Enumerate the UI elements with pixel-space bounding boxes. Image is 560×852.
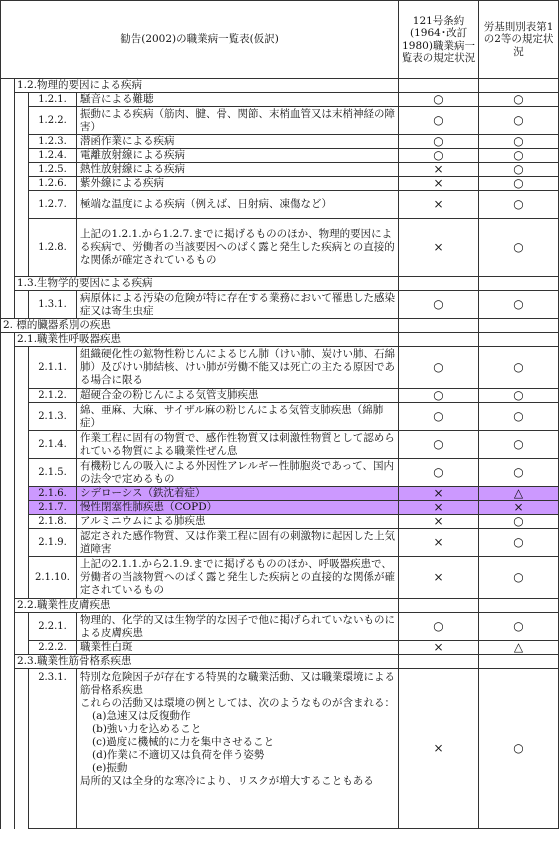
table-row [1,487,559,501]
subsection-row [1,599,559,613]
item-number: 2.1.1. [29,347,77,389]
item-number: 2.1.10. [29,557,77,599]
description-text: 特別な危険因子が存在する特異的な職業活動、又は職業環境による筋骨格系疾患 [80,671,395,696]
description-text: 熱性放射線による疾病 [80,163,185,175]
table-row [1,135,559,149]
labor-ordinance-status: ○ [479,347,559,389]
convention-121-status: ○ [399,93,479,107]
description-text: 物理的、化学的又は生物学的な因子で他に掲げられていないものによる皮膚疾患 [80,613,395,639]
description-text: 慢性閉塞性肺疾患（COPD） [80,501,218,513]
indent-cell [1,177,15,191]
description-text: 病原体による汚染の危険が特に存在する業務において罹患した感染症又は寄生虫症 [80,291,395,317]
indent-cell [1,107,15,135]
indent-cell [15,459,29,487]
item-description [77,431,399,459]
indent-cell [1,93,15,107]
description-text: 紫外線による疾病 [80,177,164,189]
labor-ordinance-status: ○ [479,431,559,459]
table-row [1,459,559,487]
convention-121-status: ○ [399,613,479,641]
labor-ordinance-status: ○ [479,459,559,487]
convention-121-status: × [399,515,479,529]
item-number: 1.2.8. [29,219,77,277]
item-description [77,177,399,191]
labor-ordinance-status: ○ [479,403,559,431]
indent-cell [1,557,15,599]
item-number: 2.1.2. [29,389,77,403]
table-row [1,149,559,163]
table-row [1,403,559,431]
item-description [77,93,399,107]
indent-cell [15,291,29,319]
item-number: 1.2.6. [29,177,77,191]
indent-cell [1,149,15,163]
empty-cell [399,655,479,669]
table-row [1,431,559,459]
labor-ordinance-status: ○ [479,93,559,107]
subsection-title: 2.2.職業性皮膚疾患 [15,599,399,613]
item-number: 2.2.2. [29,641,77,655]
indent-cell [1,191,15,219]
indent-cell [15,487,29,501]
table-row [1,107,559,135]
empty-cell [399,319,479,333]
indent-cell [15,177,29,191]
indent-cell [15,163,29,177]
indent-cell [15,389,29,403]
description-text: 認定された感作物質、又は作業工程に固有の刺激物に起因した上気道障害 [80,529,395,555]
item-number: 2.1.3. [29,403,77,431]
convention-121-status: ○ [399,107,479,135]
subsection-row [1,277,559,291]
subsection-row [1,79,559,93]
indent-cell [1,347,15,389]
item-number: 1.2.7. [29,191,77,219]
description-text: 有機粉じんの吸入による外因性アレルギー性肺胞炎であって、国内の法令で定めるもの [80,459,395,485]
item-number: 1.2.2. [29,107,77,135]
indent-cell [1,641,15,655]
section-row [1,319,559,333]
item-description [77,557,399,599]
empty-cell [399,277,479,291]
item-description [77,347,399,389]
item-number: 2.1.9. [29,529,77,557]
labor-ordinance-status: ○ [479,219,559,277]
convention-121-status: × [399,487,479,501]
description-line: これらの活動又は環境の例としては、次のようなものが含まれる： [80,697,395,709]
labor-ordinance-status: ○ [479,557,559,599]
indent-cell [15,557,29,599]
indent-cell [1,219,15,277]
description-line: (b)強い力を込めること [92,723,202,735]
empty-cell [399,79,479,93]
indent-cell [15,191,29,219]
convention-121-status: × [399,501,479,515]
item-number: 1.2.4. [29,149,77,163]
description-text: 極端な温度による疾病（例えば、日射病、凍傷など） [80,198,332,210]
indent-cell [1,669,15,829]
convention-121-status: ○ [399,389,479,403]
subsection-row [1,655,559,669]
indent-cell [15,641,29,655]
subsection-title: 1.2.物理的要因による疾病 [15,79,399,93]
indent-cell [1,403,15,431]
subsection-title: 2.3.職業性筋骨格系疾患 [15,655,399,669]
labor-ordinance-status: ○ [479,107,559,135]
table-row [1,669,559,829]
labor-ordinance-status: ○ [479,613,559,641]
labor-ordinance-status: ○ [479,669,559,829]
labor-ordinance-status: × [479,501,559,515]
table-row [1,191,559,219]
indent-cell [15,93,29,107]
indent-cell [1,135,15,149]
indent-cell [1,613,15,641]
labor-ordinance-status: △ [479,487,559,501]
indent-cell [15,219,29,277]
table-row [1,347,559,389]
header-convention-121: 121号条約(1964･改訂1980)職業病一覧表の規定状況 [399,1,479,79]
indent-cell [15,613,29,641]
item-description [77,613,399,641]
description-text: 騒音による難聴 [80,93,154,105]
description-text: 上記の2.1.1.から2.1.9.までに掲げるもののほか、呼吸器疾患で、労働者の当該物質へのばく露と発生した疾病との直接的な関係が確定されているもの [80,558,395,596]
item-number: 1.3.1. [29,291,77,319]
item-number: 1.2.3. [29,135,77,149]
indent-cell [1,487,15,501]
table-row [1,501,559,515]
labor-ordinance-status: ○ [479,389,559,403]
item-number: 2.1.8. [29,515,77,529]
convention-121-status: ○ [399,403,479,431]
indent-cell [1,515,15,529]
item-description [77,107,399,135]
indent-cell [15,515,29,529]
convention-121-status: ○ [399,291,479,319]
description-text: 綿、亜麻、大麻、サイザル麻の粉じんによる気管支肺疾患（綿肺症） [80,403,384,429]
table-row [1,515,559,529]
description-text: 電離放射線による疾病 [80,149,185,161]
convention-121-status: × [399,177,479,191]
empty-cell [399,599,479,613]
table-row [1,641,559,655]
item-description [77,389,399,403]
indent-cell [15,149,29,163]
item-number: 1.2.5. [29,163,77,177]
indent-cell [1,163,15,177]
description-line: 局所的又は全身的な寒冷により、リスクが増大することもある [80,775,374,787]
table-row [1,93,559,107]
table-row [1,613,559,641]
description-line: (d)作業に不適切又は負荷を伴う姿勢 [92,749,265,761]
table-row [1,219,559,277]
description-text: アルミニウムによる肺疾患 [80,515,206,527]
labor-ordinance-status: ○ [479,515,559,529]
indent-cell [15,431,29,459]
table-row [1,177,559,191]
convention-121-status: × [399,191,479,219]
convention-121-status: × [399,529,479,557]
indent-cell [1,277,15,291]
item-description [77,135,399,149]
indent-cell [1,599,15,613]
item-number: 1.2.1. [29,93,77,107]
labor-ordinance-status: ○ [479,163,559,177]
subsection-row [1,333,559,347]
item-description [77,291,399,319]
labor-ordinance-status: ○ [479,149,559,163]
header-title: 勧告(2002)の職業病一覧表(仮訳) [1,1,399,79]
description-text: 潜函作業による疾病 [80,135,175,147]
item-description [77,219,399,277]
item-description [77,163,399,177]
labor-ordinance-status: ○ [479,291,559,319]
table-row [1,529,559,557]
indent-cell [1,529,15,557]
subsection-title: 2.1.職業性呼吸器疾患 [15,333,399,347]
labor-ordinance-status: ○ [479,529,559,557]
table-row [1,163,559,177]
labor-ordinance-status: ○ [479,135,559,149]
item-number: 2.2.1. [29,613,77,641]
indent-cell [15,135,29,149]
empty-cell [479,277,559,291]
table-row [1,291,559,319]
description-text: 振動による疾病（筋肉、腱、骨、関節、末梢血管又は末梢神経の障害） [80,107,395,133]
indent-cell [1,459,15,487]
subsection-title: 1.3.生物学的要因による疾病 [15,277,399,291]
convention-121-status: ○ [399,459,479,487]
description-line: (a)急速又は反復動作 [92,710,191,722]
indent-cell [1,501,15,515]
header-labor-ordinance: 労基則別表第1の2等の規定状況 [479,1,559,79]
empty-cell [479,599,559,613]
indent-cell [1,389,15,403]
indent-cell [15,529,29,557]
section-title: 2. 標的臓器系別の疾患 [1,319,399,333]
indent-cell [1,333,15,347]
labor-ordinance-status: ○ [479,191,559,219]
indent-cell [15,669,29,829]
convention-121-status: × [399,219,479,277]
convention-121-status: × [399,669,479,829]
empty-cell [479,79,559,93]
convention-121-status: × [399,557,479,599]
item-number: 2.1.4. [29,431,77,459]
indent-cell [15,347,29,389]
empty-cell [479,319,559,333]
description-line: (c)過度に機械的に力を集中させること [92,736,275,748]
indent-cell [1,291,15,319]
item-description [77,191,399,219]
item-number: 2.1.6. [29,487,77,501]
labor-ordinance-status: ○ [479,177,559,191]
item-description [77,487,399,501]
indent-cell [1,655,15,669]
empty-cell [479,655,559,669]
convention-121-status: ○ [399,431,479,459]
description-text: 組織硬化性の鉱物性粉じんによるじん肺（けい肺、炭けい肺、石綿肺）及びけい肺結核、けい肺が労働不能又は死亡の主たる原因である場合に限る [80,348,395,386]
item-description [77,459,399,487]
description-text: 職業性白斑 [80,641,133,653]
description-text: 上記の1.2.1.から1.2.7.までに掲げるもののほか、物理的要因による疾病で、労働者の当該要因へのばく露と発生した疾病との直接的な関係が確定されているもの [80,228,395,266]
item-number: 2.1.7. [29,501,77,515]
convention-121-status: ○ [399,135,479,149]
item-description [77,641,399,655]
table-body [1,79,559,829]
indent-cell [1,431,15,459]
indent-cell [15,501,29,515]
item-description [77,501,399,515]
convention-121-status: × [399,641,479,655]
item-description [77,529,399,557]
empty-cell [479,333,559,347]
item-description [77,669,399,829]
convention-121-status: ○ [399,149,479,163]
convention-121-status: × [399,163,479,177]
indent-cell [1,79,15,93]
table-row [1,389,559,403]
description-line: (e)振動 [92,762,128,774]
description-text: シデローシス（鉄沈着症） [80,487,206,499]
indent-cell [15,107,29,135]
item-number: 2.3.1. [29,669,77,829]
item-description [77,515,399,529]
item-description [77,149,399,163]
description-text: 超硬合金の粉じんによる気管支肺疾患 [80,389,259,401]
table-row [1,557,559,599]
item-description [77,403,399,431]
description-text: 作業工程に固有の物質で、感作性物質又は刺激性物質として認められている物質による職業性ぜん息 [80,431,395,457]
labor-ordinance-status: △ [479,641,559,655]
convention-121-status: ○ [399,347,479,389]
indent-cell [15,403,29,431]
empty-cell [399,333,479,347]
item-number: 2.1.5. [29,459,77,487]
